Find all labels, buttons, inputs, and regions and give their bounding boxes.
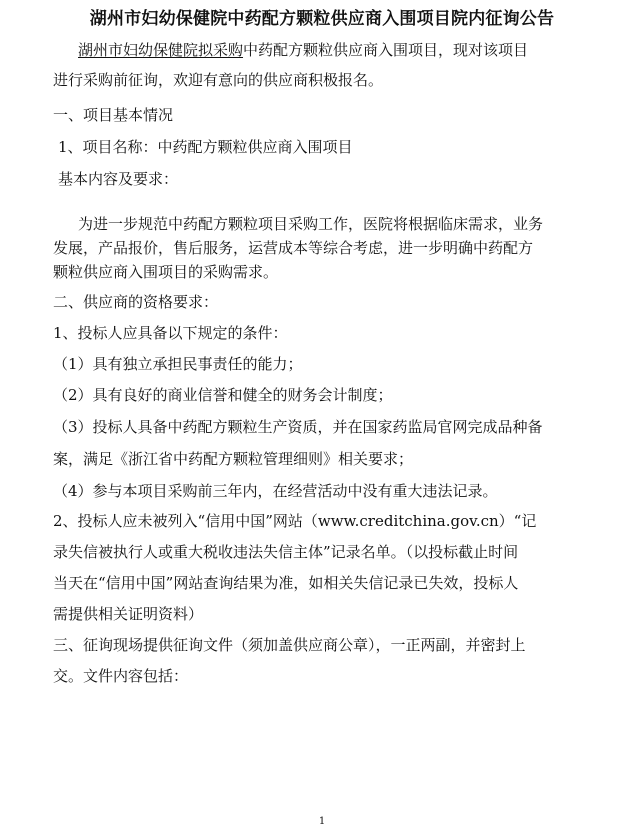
project-name: 1、项目名称：中药配方颗粒供应商入围项目 [58, 138, 353, 156]
section-3-line-2: 交。文件内容包括： [53, 667, 189, 685]
requirement-1-heading: 1、投标人应具备以下规定的条件： [53, 324, 288, 342]
section-2-heading: 二、供应商的资格要求： [53, 293, 219, 311]
requirement-2-line-4: 需提供相关证明资料） [53, 605, 204, 623]
requirement-1-item-4: （4）参与本项目采购前三年内，在经营活动中没有重大违法记录。 [53, 482, 498, 500]
requirement-1-item-2: （2）具有良好的商业信誉和健全的财务会计制度； [53, 386, 393, 404]
basic-paragraph-line-1: 为进一步规范中药配方颗粒项目采购工作，医院将根据临床需求，业务 [78, 215, 544, 233]
basic-requirements-heading: 基本内容及要求： [58, 170, 179, 188]
intro-line-1 [78, 40, 528, 60]
requirement-1-item-3: （3）投标人具备中药配方颗粒生产资质，并在国家药监局官网完成品种备 [53, 418, 543, 436]
requirement-2-line-2: 录失信被执行人或重大税收违法失信主体”记录名单。（以投标截止时间 [53, 543, 519, 561]
basic-paragraph-line-3: 颗粒供应商入围项目的采购需求。 [53, 263, 279, 281]
page-number: 1 [318, 816, 326, 827]
intro-line-1-rest: 中药配方颗粒供应商入围项目，现对该项目 [243, 41, 529, 59]
intro-line-2: 进行采购前征询，欢迎有意向的供应商积极报名。 [53, 71, 384, 89]
section-3-line-1: 三、征询现场提供征询文件（须加盖供应商公章），一正两副，并密封上 [53, 636, 526, 654]
requirement-2-line-1: 2、投标人应未被列入“信用中国”网站（www.creditchina.gov.cn）“记 [53, 512, 537, 530]
document-title: 湖州市妇幼保健院中药配方颗粒供应商入围项目院内征询公告 [89, 9, 555, 29]
requirement-1-item-3-cont: 案，满足《浙江省中药配方颗粒管理细则》相关要求； [53, 450, 414, 468]
requirement-1-item-1: （1）具有独立承担民事责任的能力； [53, 355, 303, 373]
requirement-2-line-3: 当天在“信用中国”网站查询结果为准，如相关失信记录已失效，投标人 [53, 574, 519, 592]
section-1-heading: 一、项目基本情况 [53, 106, 174, 124]
basic-paragraph-line-2: 发展，产品报价，售后服务，运营成本等综合考虑，进一步明确中药配方 [53, 239, 534, 257]
intro-underlined-text: 湖州市妇幼保健院拟采购 [78, 41, 244, 59]
